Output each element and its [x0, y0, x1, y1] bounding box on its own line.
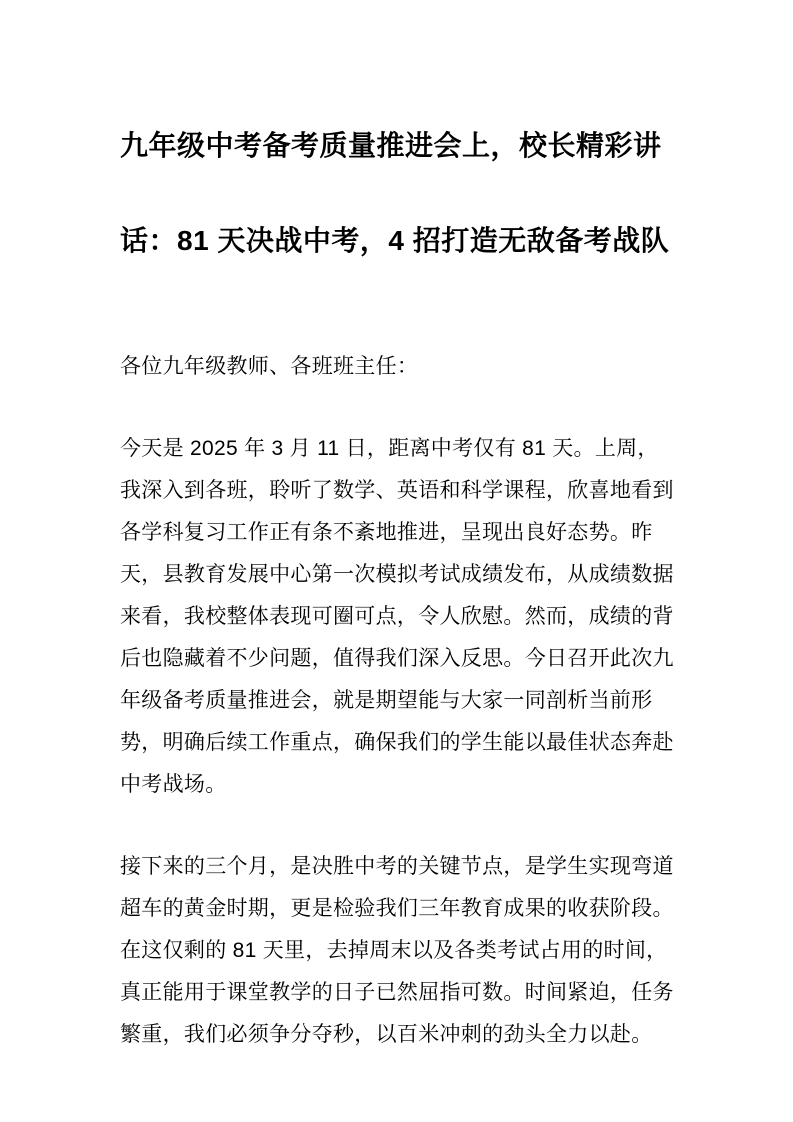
document-title: 九年级中考备考质量推进会上，校长精彩讲话：81 天决战中考，4 招打造无敌备考战队	[120, 130, 670, 256]
body-paragraph: 今天是 2025 年 3 月 11 日，距离中考仅有 81 天。上周，我深入到各班，聆听了数学、英语和科学课程，欣喜地看到各学科复习工作正有条不紊地推进，呈现出良好态势。昨天，县教育发展中心第一次模拟考试成绩发布，从成绩数据来看，我校整体表现可圈可点，令人欣慰。然而，成绩的背后也隐藏着不少问题，值得我们深入反思。今日召开此次九年级备考质量推进会，就是期望能与大家一同剖析当前形势，明确后续工作重点，确保我们的学生能以最佳状态奔赴中考战场。	[120, 437, 674, 796]
body-paragraph: 接下来的三个月，是决胜中考的关键节点，是学生实现弯道超车的黄金时期，更是检验我们三年教育成果的收获阶段。在这仅剩的 81 天里，去掉周末以及各类考试占用的时间，真正能用于课堂教学的日子已然屈指可数。时间紧迫，任务繁重，我们必须争分夺秒，以百米冲刺的劲头全力以赴。	[120, 855, 674, 1046]
salutation-line: 各位九年级教师、各班班主任：	[120, 355, 419, 378]
